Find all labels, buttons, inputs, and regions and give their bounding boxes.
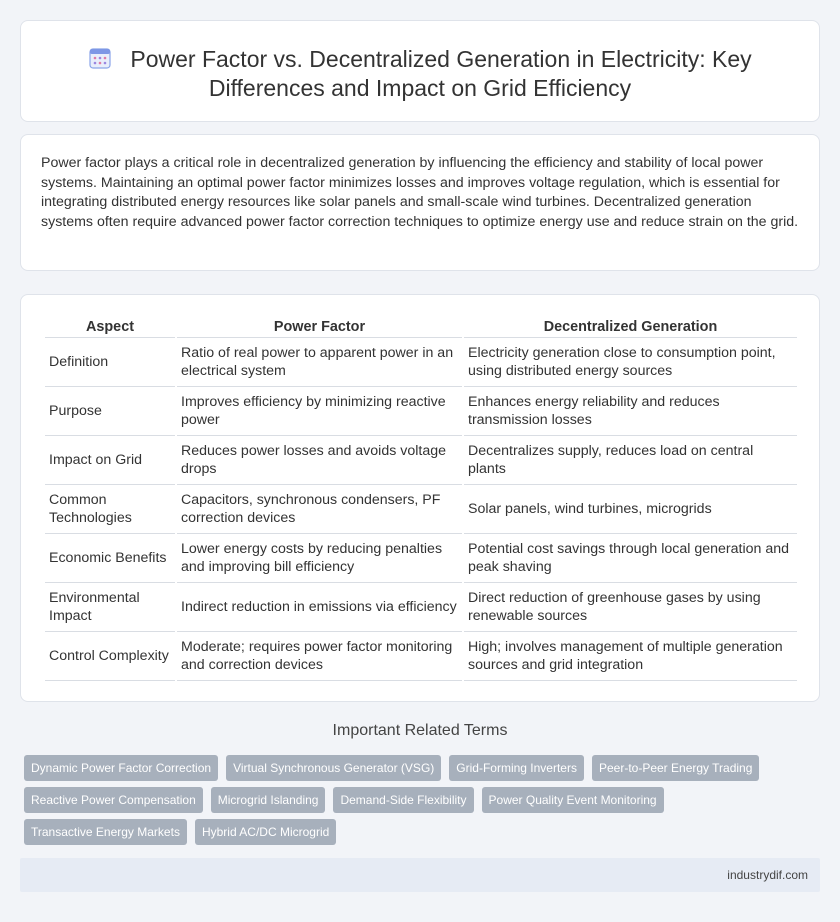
page-title: Power Factor vs. Decentralized Generation in Electricity: Key Differences and Impact on Grid Efficiency [130,46,752,101]
cell-power-factor: Reduces power losses and avoids voltage drops [177,436,462,485]
title-card [20,20,820,122]
cell-power-factor: Indirect reduction in emissions via efficiency [177,583,462,632]
table-row [45,338,797,387]
cell-decentralized: Electricity generation close to consumption point, using distributed energy sources [464,338,797,387]
related-term-tag[interactable]: Demand-Side Flexibility [333,787,473,813]
cell-aspect: Economic Benefits [45,534,175,583]
cell-decentralized: Direct reduction of greenhouse gases by using renewable sources [464,583,797,632]
table-row [45,583,797,632]
comparison-table-card [20,294,820,702]
table-header-row [45,315,797,338]
related-term-tag[interactable]: Dynamic Power Factor Correction [24,755,218,781]
related-term-tag[interactable]: Power Quality Event Monitoring [482,787,664,813]
table-row [45,485,797,534]
cell-power-factor: Ratio of real power to apparent power in an electrical system [177,338,462,387]
cell-decentralized: Solar panels, wind turbines, microgrids [464,485,797,534]
related-term-tag[interactable]: Reactive Power Compensation [24,787,203,813]
cell-aspect: Control Complexity [45,632,175,681]
cell-decentralized: Potential cost savings through local generation and peak shaving [464,534,797,583]
table-row [45,632,797,681]
cell-decentralized: Enhances energy reliability and reduces transmission losses [464,387,797,436]
cell-aspect: Purpose [45,387,175,436]
intro-paragraph: Power factor plays a critical role in decentralized generation by influencing the efficiency and stability of local power systems. Maintaining an optimal power factor minimizes losses and improves voltage regulation, which is essential for integrating distributed energy resources like solar panels and small-scale wind turbines. Decentralized generation systems often require advanced power factor correction techniques to optimize energy use and reduce strain on the grid. [41,155,799,230]
table-row [45,534,797,583]
table-row [45,436,797,485]
cell-aspect: Impact on Grid [45,436,175,485]
related-term-tag[interactable]: Grid-Forming Inverters [449,755,584,781]
related-term-tag[interactable]: Virtual Synchronous Generator (VSG) [226,755,441,781]
cell-power-factor: Capacitors, synchronous condensers, PF correction devices [177,485,462,534]
cell-power-factor: Moderate; requires power factor monitoring and correction devices [177,632,462,681]
related-term-tag[interactable]: Transactive Energy Markets [24,819,187,845]
related-terms-list [24,755,816,845]
header-power-factor: Power Factor [177,315,462,338]
related-term-tag[interactable]: Hybrid AC/DC Microgrid [195,819,336,845]
cell-power-factor: Improves efficiency by minimizing reactive power [177,387,462,436]
cell-aspect: Definition [45,338,175,387]
related-term-tag[interactable]: Peer-to-Peer Energy Trading [592,755,759,781]
footer-site-link[interactable]: industrydif.com [727,868,808,882]
footer [20,858,820,892]
cell-decentralized: Decentralizes supply, reduces load on central plants [464,436,797,485]
calendar-icon [88,46,112,70]
cell-decentralized: High; involves management of multiple generation sources and grid integration [464,632,797,681]
header-decentralized-generation: Decentralized Generation [464,315,797,338]
comparison-table [43,315,799,681]
cell-power-factor: Lower energy costs by reducing penalties and improving bill efficiency [177,534,462,583]
cell-aspect: Environmental Impact [45,583,175,632]
cell-aspect: Common Technologies [45,485,175,534]
related-terms-title: Important Related Terms [332,722,508,739]
header-aspect: Aspect [45,315,175,338]
title-wrap [21,45,819,103]
related-term-tag[interactable]: Microgrid Islanding [211,787,326,813]
intro-card [20,134,820,271]
table-row [45,387,797,436]
